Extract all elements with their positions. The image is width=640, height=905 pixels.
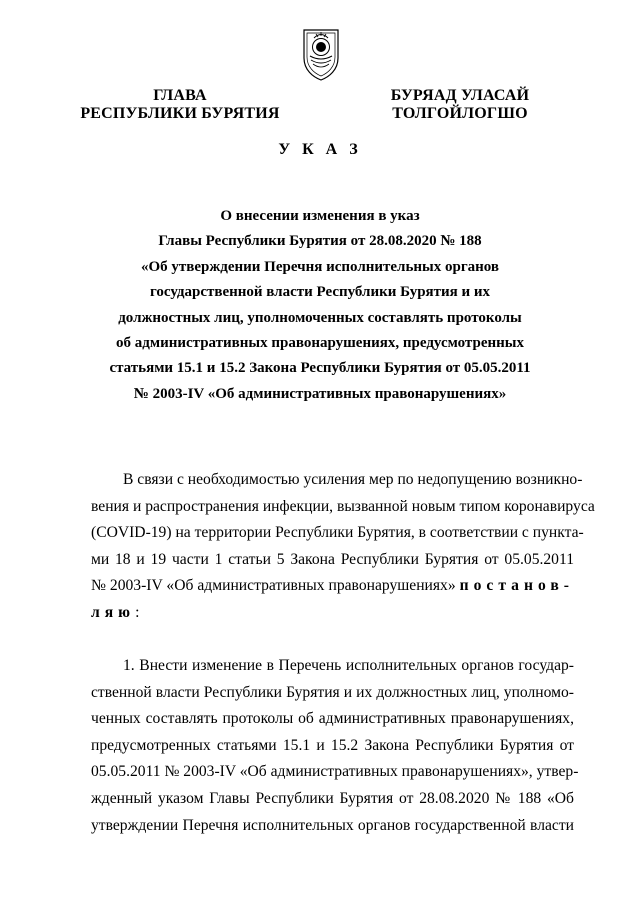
heading-line: государственной власти Республики Бурятия и их [149, 284, 491, 301]
heading-line: № 2003-IV «Об административных правонарушениях» [133, 385, 507, 402]
paragraph-line: ченных составлять протоколы об административных правонарушениях, [91, 710, 574, 728]
heading-line: «Об утверждении Перечня исполнительных органов [140, 258, 500, 275]
document-type-title: У К А З [278, 141, 362, 158]
decree-heading [60, 204, 580, 407]
paragraph-line: утверждении Перечня исполнительных органов государственной власти [91, 816, 574, 834]
heading-line: Главы Республики Бурятия от 28.08.2020 № 188 [158, 233, 482, 250]
paragraph-line: В связи с необходимостью усиления мер по недопущению возникно- [123, 471, 583, 488]
paragraph-line: 05.05.2011 № 2003-IV «Об административных правонарушениях», утвер- [91, 763, 579, 781]
header-right-line2: ТОЛГОЙЛОГШО [392, 105, 528, 122]
paragraph-line: ми 18 и 19 части 1 статьи 5 Закона Республики Бурятия от 05.05.2011 [91, 550, 574, 568]
heading-line: статьями 15.1 и 15.2 Закона Республики Бурятия от 05.05.2011 [109, 360, 531, 377]
heading-line: должностных лиц, уполномоченных составлять протоколы [118, 309, 522, 326]
paragraph-line: вения и распространения инфекции, вызванной новым типом коронавируса [91, 497, 595, 515]
header-right-line1: БУРЯАД УЛАСАЙ [390, 87, 530, 104]
item-1-paragraph [91, 653, 579, 839]
heading-line: О внесении изменения в указ [220, 208, 420, 224]
paragraph-line: жденный указом Главы Республики Бурятия от 28.08.2020 № 188 «Об [91, 789, 574, 807]
coat-of-arms-icon [299, 26, 343, 82]
paragraph-line: 1. Внести изменение в Перечень исполнительных органов государ- [123, 657, 574, 674]
header-left-line2: РЕСПУБЛИКИ БУРЯТИЯ [80, 105, 280, 122]
decree-word-part1: постанов- [459, 577, 574, 595]
paragraph-line [91, 573, 574, 600]
decree-word-colon: : [135, 603, 140, 621]
preamble-paragraph [91, 467, 595, 627]
paragraph-line [91, 600, 574, 627]
header-right [362, 87, 558, 123]
heading-line: об административных правонарушениях, предусмотренных [116, 335, 524, 352]
paragraph-line-text: № 2003-IV «Об административных правонарушениях» [91, 577, 456, 595]
paragraph-line: (COVID-19) на территории Республики Бурятия, в соответствии с пункта- [91, 524, 584, 542]
paragraph-line: ственной власти Республики Бурятия и их должностных лиц, уполномо- [91, 683, 574, 701]
paragraph-line: предусмотренных статьями 15.1 и 15.2 Закона Республики Бурятия от [91, 736, 574, 754]
header-left-line1: ГЛАВА [153, 87, 207, 104]
decree-word-part2: ляю [91, 603, 136, 621]
header-left [80, 87, 280, 123]
